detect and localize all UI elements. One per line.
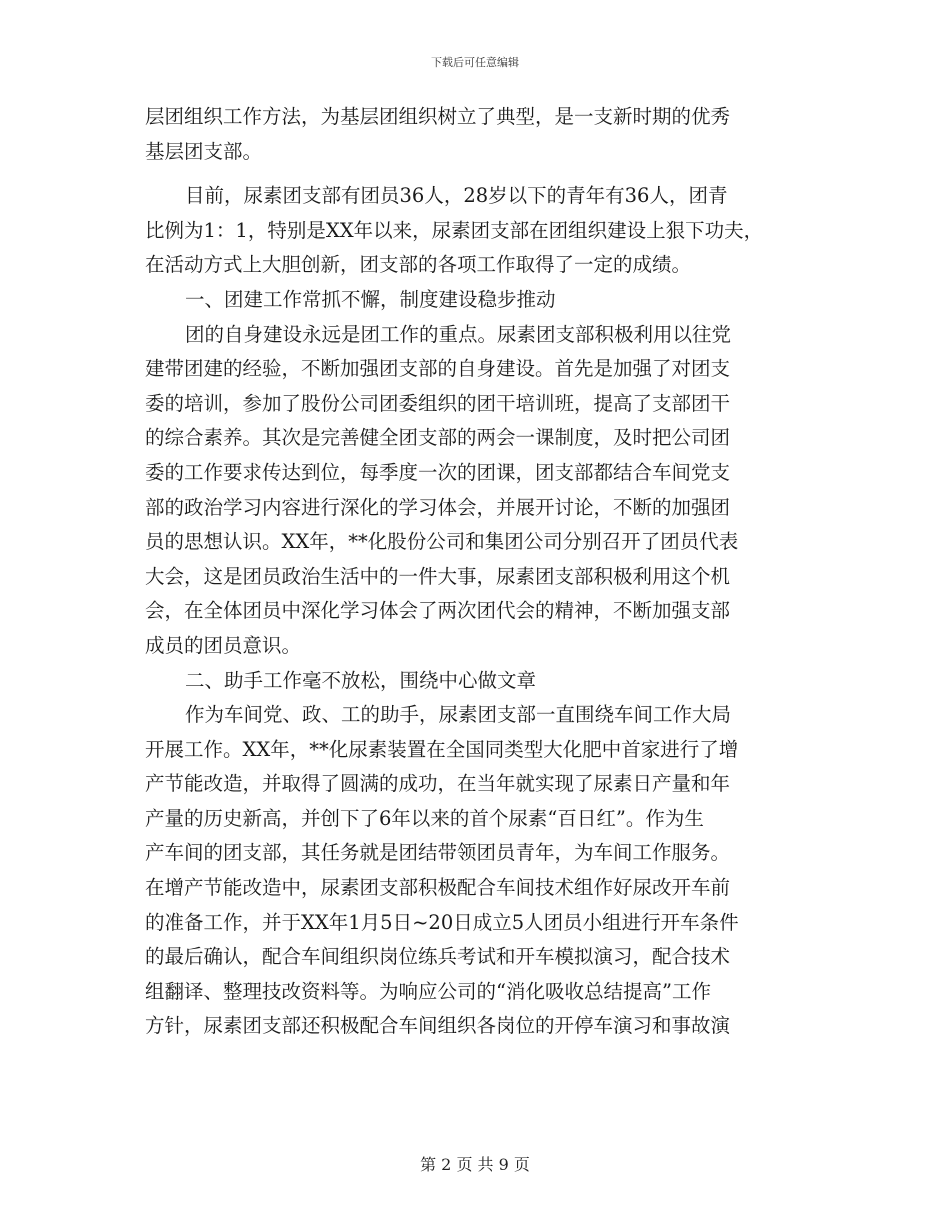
document-body <box>145 100 815 1044</box>
text-line: 委的工作要求传达到位，每季度一次的团课，团支部都结合车间党支 <box>145 460 731 484</box>
section-heading: 二、助手工作毫不放松，围绕中心做文章 <box>185 668 537 692</box>
text-line: 产节能改造，并取得了圆满的成功，在当年就实现了尿素日产量和年 <box>145 772 731 796</box>
section-heading: 一、团建工作常抓不懈，制度建设稳步推动 <box>185 287 556 311</box>
text-line: 的综合素养。其次是完善健全团支部的两会一课制度，及时把公司团 <box>145 426 731 450</box>
text-line: 部的政治学习内容进行深化的学习体会，并展开讨论，不断的加强团 <box>145 495 731 519</box>
text-line: 会，在全体团员中深化学习体会了两次团代会的精神，不断加强支部 <box>145 599 731 623</box>
page-number-footer: 第 2 页 共 9 页 <box>420 1155 530 1174</box>
text-line: 产车间的团支部，其任务就是团结带领团员青年，为车间工作服务。 <box>145 841 731 865</box>
text-line: 成员的团员意识。 <box>145 633 302 657</box>
text-line: 在活动方式上大胆创新，团支部的各项工作取得了一定的成绩。 <box>145 253 692 277</box>
page-header: 下载后可任意编辑 <box>431 56 519 69</box>
paragraph-start: 目前，尿素团支部有团员36人，28岁以下的青年有36人，团青 <box>185 184 728 208</box>
text-line: 基层团支部。 <box>145 139 263 163</box>
text-line: 委的培训，参加了股份公司团委组织的团干培训班，提高了支部团干 <box>145 391 731 415</box>
text-line: 在增产节能改造中，尿素团支部积极配合车间技术组作好尿改开车前 <box>145 876 731 900</box>
text-line: 员的思想认识。XX年，**化股份公司和集团公司分别召开了团员代表 <box>145 530 739 554</box>
paragraph-start: 作为车间党、政、工的助手，尿素团支部一直围绕车间工作大局 <box>185 703 732 727</box>
text-line: 产量的历史新高，并创下了6年以来的首个尿素“百日红”。作为生 <box>145 806 704 830</box>
paragraph-start: 团的自身建设永远是团工作的重点。尿素团支部积极利用以往党 <box>185 322 732 346</box>
text-line: 大会，这是团员政治生活中的一件大事，尿素团支部积极利用这个机 <box>145 564 731 588</box>
text-line: 的最后确认，配合车间组织岗位练兵考试和开车模拟演习，配合技术 <box>145 945 731 969</box>
text-line: 比例为1：1，特别是XX年以来，尿素团支部在团组织建设上狠下功夫， <box>145 218 764 242</box>
text-line: 的准备工作，并于XX年1月5日~20日成立5人团员小组进行开车条件 <box>145 910 739 934</box>
text-line: 建带团建的经验，不断加强团支部的自身建设。首先是加强了对团支 <box>145 357 731 381</box>
text-line: 开展工作。XX年，**化尿素装置在全国同类型大化肥中首家进行了增 <box>145 737 739 761</box>
text-line: 方针，尿素团支部还积极配合车间组织各岗位的开停车演习和事故演 <box>145 1014 731 1038</box>
text-line: 层团组织工作方法，为基层团组织树立了典型，是一支新时期的优秀 <box>145 105 731 128</box>
text-line: 组翻译、整理技改资料等。为响应公司的“消化吸收总结提高”工作 <box>145 979 711 1003</box>
